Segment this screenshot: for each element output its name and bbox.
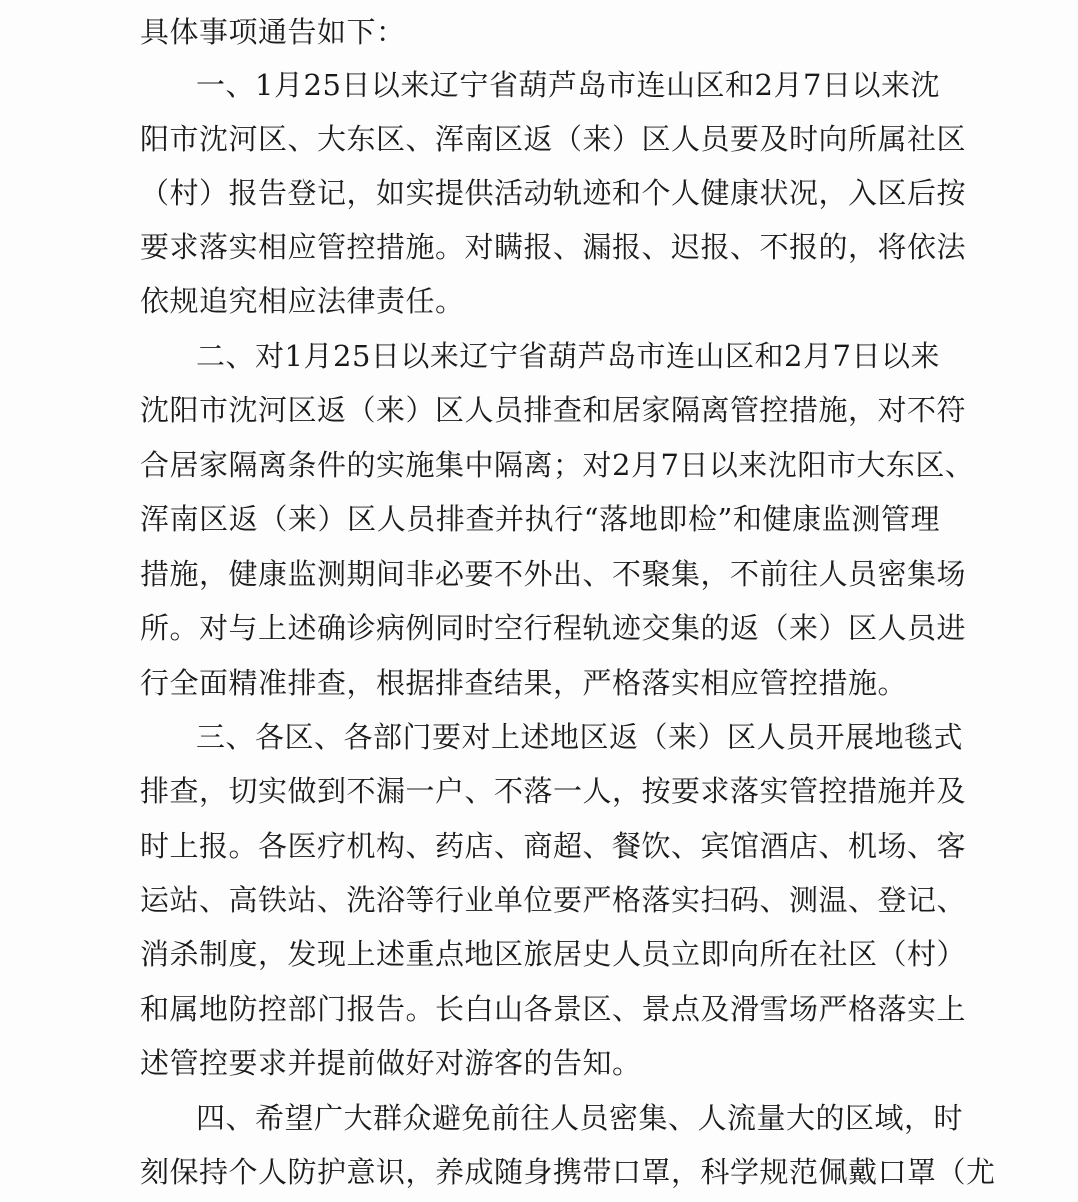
item-2-line-1: 二、对1月25日以来辽宁省葫芦岛市连山区和2月7日以来 [196,339,940,373]
item-1-line-1: 一、1月25日以来辽宁省葫芦岛市连山区和2月7日以来沈 [196,68,940,102]
item-4-line-1: 四、希望广大群众避免前往人员密集、人流量大的区域，时 [196,1101,964,1135]
item-1-line-3: （村）报告登记，如实提供活动轨迹和个人健康状况，入区后按 [140,176,967,210]
item-2-line-3: 合居家隔离条件的实施集中隔离；对2月7日以来沈阳市大东区、 [140,448,975,482]
item-1-line-2: 阳市沈河区、大东区、浑南区返（来）区人员要及时向所属社区 [140,122,967,156]
item-1-line-5: 依规追究相应法律责任。 [140,284,465,318]
item-1-line-4: 要求落实相应管控措施。对瞒报、漏报、迟报、不报的，将依法 [140,230,967,264]
item-4-line-2: 刻保持个人防护意识，养成随身携带口罩，科学规范佩戴口罩（尤 [140,1155,996,1189]
intro-line: 具体事项通告如下： [140,15,406,49]
item-2-line-2: 沈阳市沈河区返（来）区人员排查和居家隔离管控措施，对不符 [140,393,967,427]
item-3-line-5: 消杀制度，发现上述重点地区旅居史人员立即向所在社区（村） [140,937,967,971]
item-2-line-5: 措施，健康监测期间非必要不外出、不聚集，不前往人员密集场 [140,557,967,591]
item-3-line-6: 和属地防控部门报告。长白山各景区、景点及滑雪场严格落实上 [140,992,967,1026]
item-3-line-2: 排查，切实做到不漏一户、不落一人，按要求落实管控措施并及 [140,774,967,808]
item-2-line-7: 行全面精准排查，根据排查结果，严格落实相应管控措施。 [140,666,908,700]
item-3-line-4: 运站、高铁站、洗浴等行业单位要严格落实扫码、测温、登记、 [140,883,967,917]
item-3-line-3: 时上报。各医疗机构、药店、商超、餐饮、宾馆酒店、机场、客 [140,829,967,863]
item-3-line-7: 述管控要求并提前做好对游客的告知。 [140,1046,642,1080]
item-3-line-1: 三、各区、各部门要对上述地区返（来）区人员开展地毯式 [196,720,964,754]
item-2-line-4: 浑南区返（来）区人员排查并执行“落地即检”和健康监测管理 [140,502,940,536]
item-2-line-6: 所。对与上述确诊病例同时空行程轨迹交集的返（来）区人员进 [140,611,967,645]
